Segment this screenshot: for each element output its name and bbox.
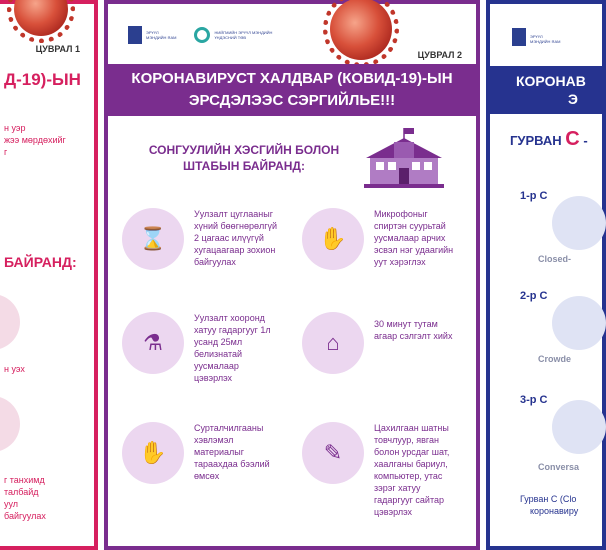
text-line: компьютер, утас bbox=[374, 471, 443, 481]
title-banner bbox=[490, 66, 606, 114]
health-center-icon bbox=[194, 27, 210, 43]
left-poster bbox=[0, 0, 98, 550]
text-line: уусмалаар bbox=[194, 361, 239, 371]
title-banner bbox=[108, 64, 476, 116]
item-text bbox=[194, 422, 270, 482]
text-line: цэвэрлэх bbox=[374, 507, 413, 517]
right-poster bbox=[486, 0, 606, 550]
c-caption: Closed- bbox=[538, 254, 572, 264]
logo-caption bbox=[146, 30, 176, 40]
text-line: хэвлэмэл bbox=[194, 435, 234, 445]
footer-text bbox=[520, 493, 578, 517]
text-line: Гурван С (Clo bbox=[520, 494, 577, 504]
text-line: гадаргууг сайтар bbox=[374, 495, 444, 505]
logo-line: МЭНДИЙН ЯАМ bbox=[530, 39, 561, 44]
text-line: уут хэрэглэх bbox=[374, 257, 426, 267]
icon-circle bbox=[0, 294, 20, 350]
logo-caption bbox=[530, 34, 560, 44]
text-line: талбайд bbox=[4, 487, 39, 497]
ministry-logo bbox=[128, 26, 176, 44]
banner-line: ЭРСДЭЛЭЭС СЭРГИЙЛЬЕ!!! bbox=[188, 92, 396, 109]
text-line: эсвэл нэг удаагийн bbox=[374, 245, 454, 255]
text-line: жээ мөрдөхийг bbox=[4, 135, 66, 145]
c-caption: Conversa bbox=[538, 462, 580, 472]
text-line: Цахилгаан шатны bbox=[374, 423, 449, 433]
text-line: байгуулах bbox=[194, 257, 236, 267]
body-text bbox=[4, 474, 46, 522]
text-line: Микрофоныг bbox=[374, 209, 428, 219]
text-line: тараахдаа бээлий bbox=[194, 459, 270, 469]
text-line: хугацаагаар зохион bbox=[194, 245, 276, 255]
series-label: ЦУВРАЛ 1 bbox=[35, 44, 80, 54]
text-line: усанд 25мл bbox=[194, 337, 243, 347]
text-line: зэрэг хатуу bbox=[374, 483, 421, 493]
item-text bbox=[194, 208, 277, 268]
emblem-icon bbox=[512, 28, 526, 46]
text-line: материалыг bbox=[194, 447, 245, 457]
building-icon bbox=[364, 128, 444, 188]
center-logo bbox=[194, 27, 272, 43]
body-text: н уэх bbox=[4, 364, 25, 374]
text-line: Уулзалт цуглааныг bbox=[194, 209, 274, 219]
c-caption: Crowde bbox=[538, 354, 572, 364]
text-line: 30 минут тутам bbox=[374, 319, 438, 329]
crowded-place-icon bbox=[552, 296, 606, 350]
logo-caption bbox=[214, 30, 272, 40]
series-label: ЦУВРАЛ 2 bbox=[417, 50, 462, 60]
heading-text: ГУРВАН bbox=[510, 133, 562, 148]
banner-line: КОРОНАВИРУСТ ХАЛДВАР (КОВИД-19)-ЫН bbox=[131, 70, 453, 87]
item-text bbox=[374, 208, 453, 268]
banner-line: Э bbox=[568, 91, 578, 107]
virus-decoration bbox=[330, 0, 392, 60]
text-line: хүний бөөгнөрөлгүй bbox=[194, 221, 278, 231]
poster-title: Д-19)-ЫН bbox=[4, 70, 81, 89]
text-line: өмсөх bbox=[194, 471, 220, 481]
center-poster bbox=[104, 0, 480, 550]
c-label: 1-р С bbox=[520, 190, 548, 202]
logo-line: МЭНДИЙН ЯАМ bbox=[146, 35, 177, 40]
logo-line: ҮНДЭСНИЙ ТӨВ bbox=[214, 35, 247, 40]
text-line: цэвэрлэх bbox=[194, 373, 233, 383]
item-text bbox=[374, 318, 452, 342]
banner-line: КОРОНАВ bbox=[516, 73, 586, 89]
virus-decoration bbox=[14, 0, 68, 36]
section-title-line: СОНГУУЛИЙН ХЭСГИЙН БОЛОН bbox=[148, 143, 340, 157]
gloves-icon: ✋ bbox=[122, 422, 184, 484]
text-line: Уулзалт хооронд bbox=[194, 313, 265, 323]
text-line: белизнатай bbox=[194, 349, 242, 359]
text-line: Сурталчилгааны bbox=[194, 423, 264, 433]
text-line: болон урсдаг шат, bbox=[374, 447, 450, 457]
text-line: агаар сэлгэлт хийх bbox=[374, 331, 453, 341]
text-line: коронавиру bbox=[530, 506, 579, 516]
microphone-wipe-icon: ✋ bbox=[302, 208, 364, 270]
section-heading: БАЙРАНД: bbox=[4, 254, 77, 270]
text-line: уул bbox=[4, 499, 19, 509]
conversation-icon bbox=[552, 400, 606, 454]
text-line: г танхимд bbox=[4, 475, 45, 485]
text-line: н уэр bbox=[4, 123, 26, 133]
icon-circle bbox=[0, 396, 20, 452]
heading-text: - bbox=[583, 133, 588, 148]
sanitizer-bottle-icon: ⚗ bbox=[122, 312, 184, 374]
emblem-icon bbox=[128, 26, 142, 44]
text-line: хатуу гадаргууг 1л bbox=[194, 325, 271, 335]
text-line: хаалганы бариул, bbox=[374, 459, 448, 469]
logo-line: НИЙГМИЙН ЭРҮҮЛ МЭНДИЙН bbox=[214, 30, 273, 35]
ventilation-window-icon: ⌂ bbox=[302, 312, 364, 374]
logo-line: ЭРҮҮЛ bbox=[530, 34, 543, 39]
body-text bbox=[4, 122, 66, 158]
text-line: спиртэн суурьтай bbox=[374, 221, 446, 231]
logos bbox=[128, 26, 272, 44]
cleaning-surface-icon: ✎ bbox=[302, 422, 364, 484]
three-c-heading bbox=[510, 128, 588, 151]
text-line: уусмалаар арчих bbox=[374, 233, 446, 243]
text-line: байгуулах bbox=[4, 511, 46, 521]
section-title-line: ШТАБЫН БАЙРАНД: bbox=[183, 159, 305, 173]
logo-line: ЭРҮҮЛ bbox=[146, 30, 159, 35]
item-text bbox=[194, 312, 271, 384]
hourglass-icon: ⌛ bbox=[122, 208, 184, 270]
heading-c: С bbox=[565, 128, 580, 150]
c-label: 3-р С bbox=[520, 394, 548, 406]
item-text bbox=[374, 422, 449, 518]
text-line: 2 цагаас илүүгүй bbox=[194, 233, 264, 243]
section-title bbox=[144, 142, 344, 174]
closed-space-icon bbox=[552, 196, 606, 250]
text-line: товчлуур, явган bbox=[374, 435, 439, 445]
text-line: г bbox=[4, 147, 8, 157]
c-label: 2-р С bbox=[520, 290, 548, 302]
